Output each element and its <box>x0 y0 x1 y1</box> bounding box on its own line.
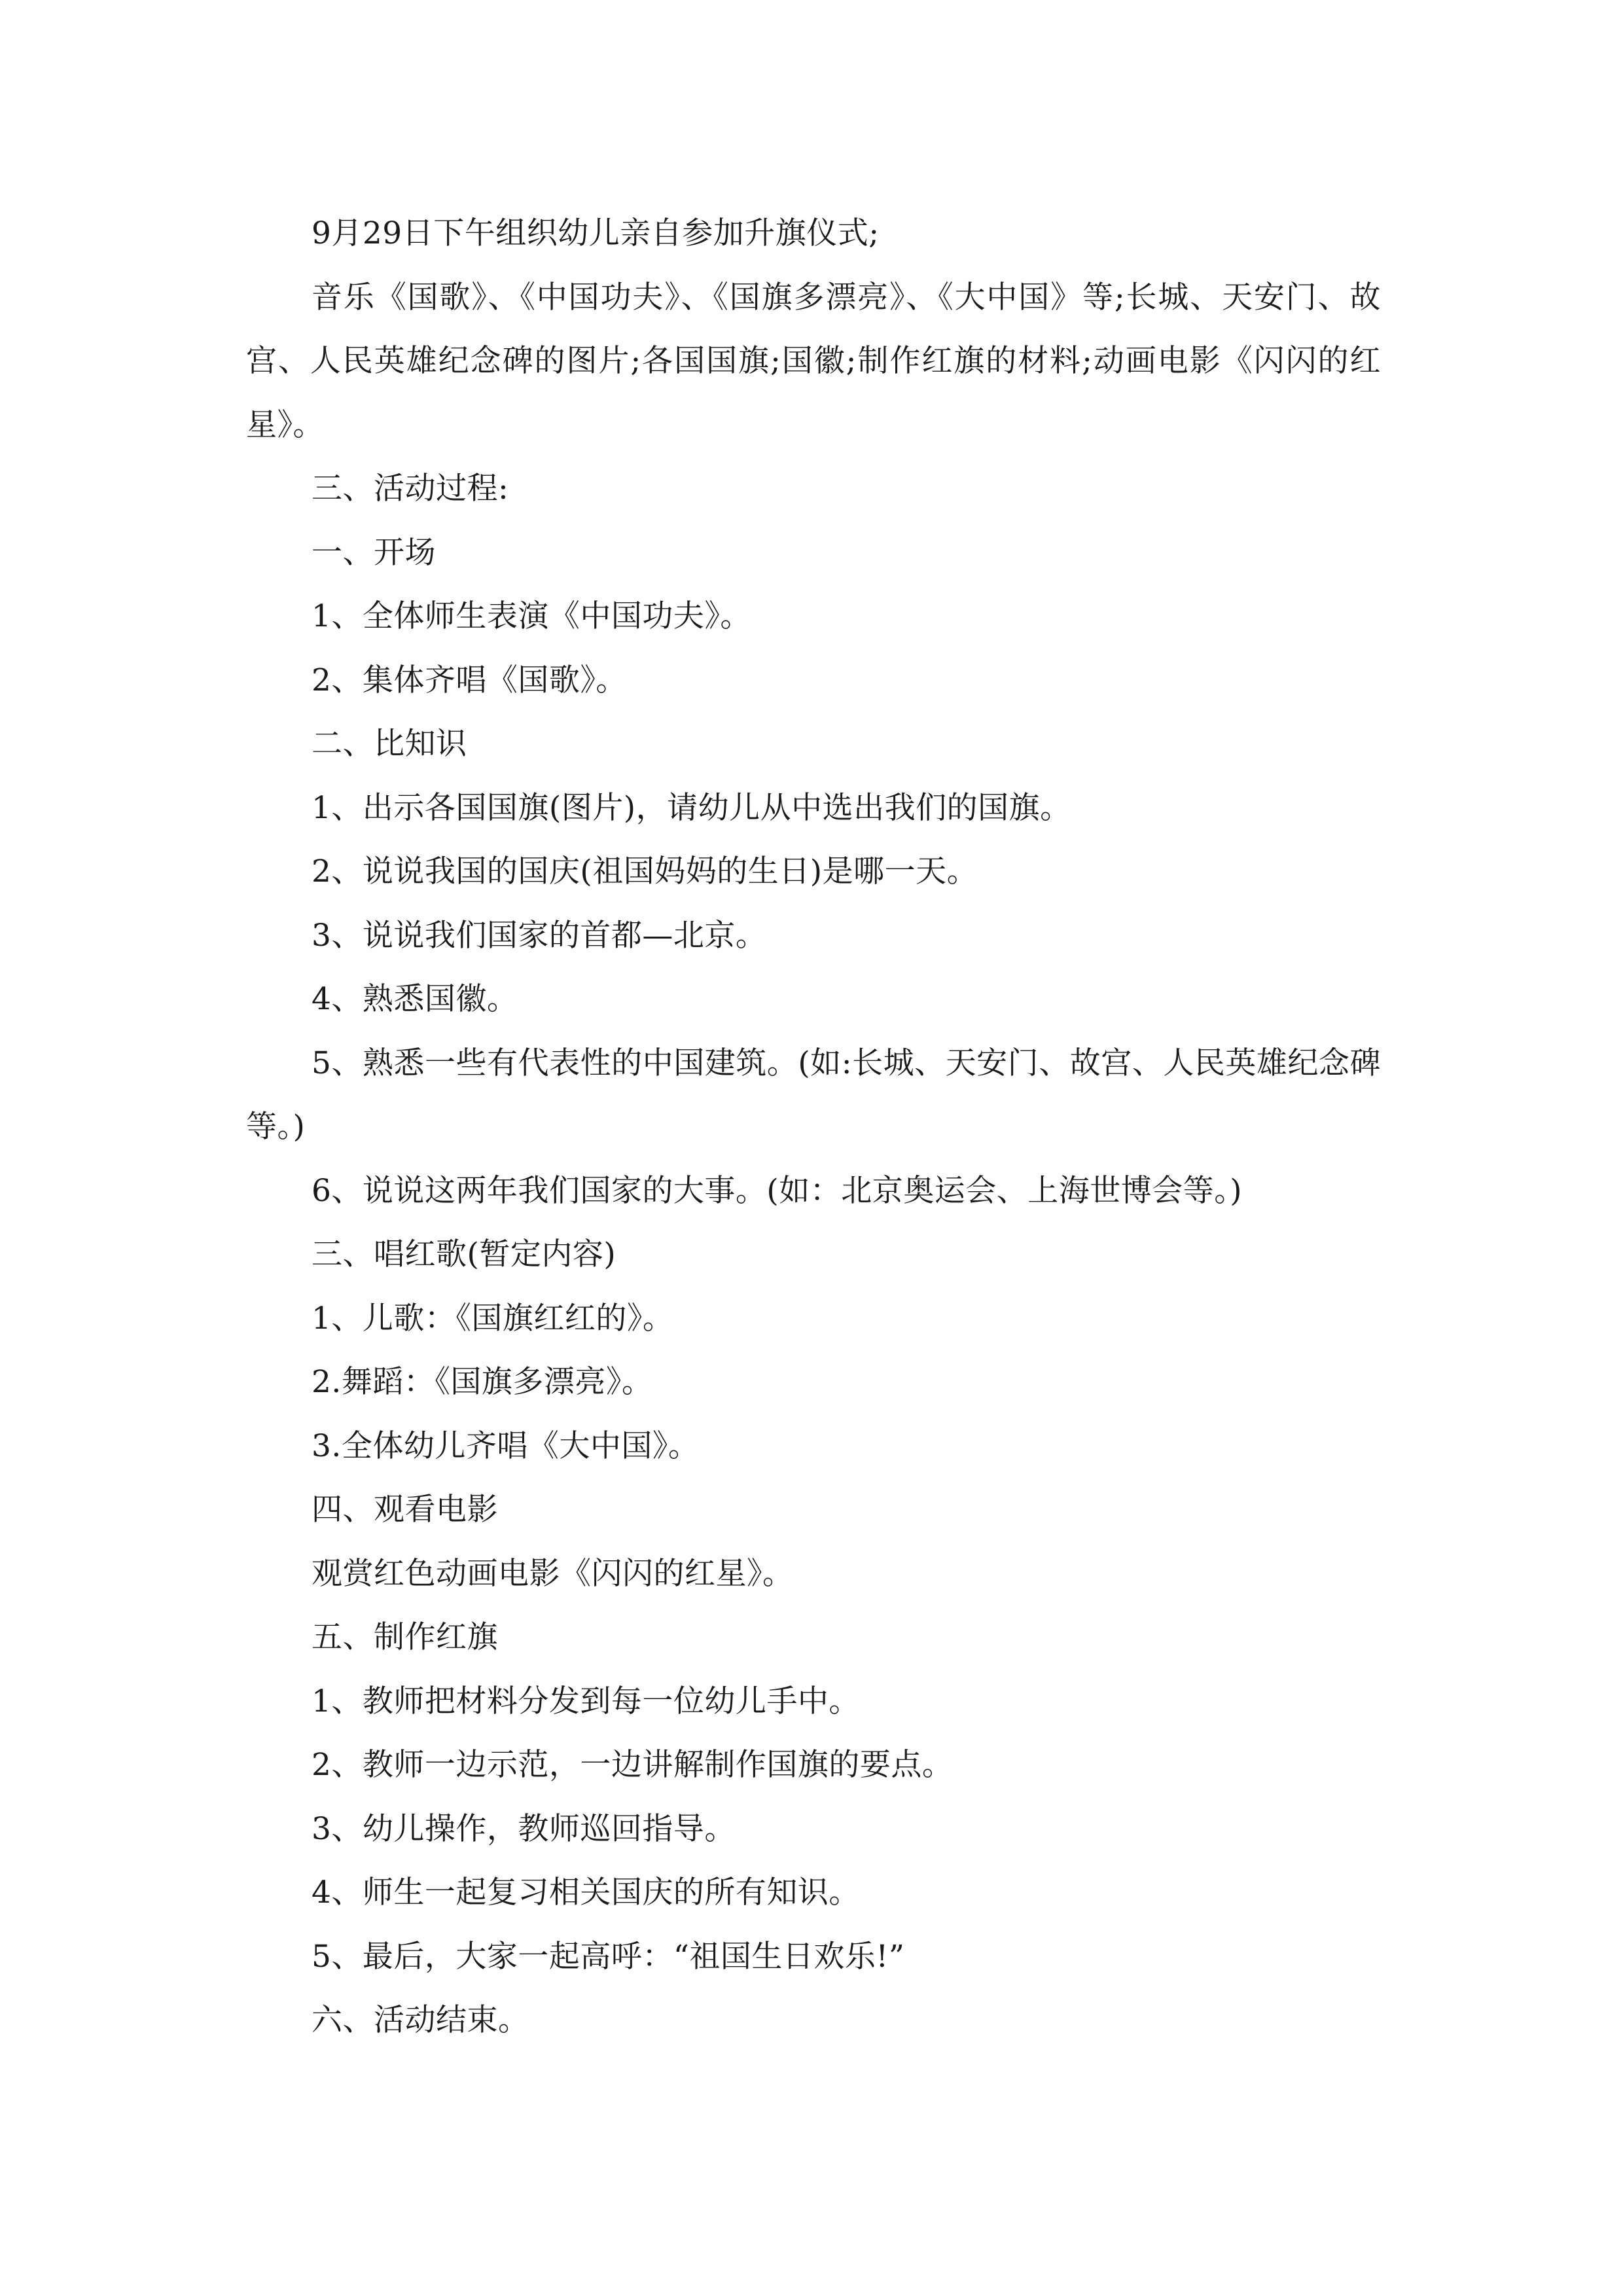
list-item: 1、儿歌：《国旗红红的》。 <box>312 1300 674 1336</box>
list-item: 2、集体齐唱《国歌》。 <box>312 662 627 698</box>
list-item: 2、说说我国的国庆(祖国妈妈的生日)是哪一天。 <box>312 853 978 889</box>
heading-knowledge: 二、比知识 <box>312 726 467 762</box>
list-item: 2、教师一边示范，一边讲解制作国旗的要点。 <box>312 1747 954 1783</box>
list-item: 4、熟悉国徽。 <box>312 981 518 1017</box>
list-item: 3、说说我们国家的首都—北京。 <box>312 917 767 954</box>
heading-opening: 一、开场 <box>312 534 436 571</box>
list-item: 5、最后，大家一起高呼：“祖国生日欢乐!” <box>312 1938 905 1975</box>
list-item: 观赏红色动画电影《闪闪的红星》。 <box>312 1555 794 1592</box>
list-item: 6、说说这两年我们国家的大事。(如：北京奥运会、上海世博会等。) <box>312 1172 1243 1209</box>
list-item: 1、全体师生表演《中国功夫》。 <box>312 598 751 634</box>
heading-activity-process: 三、活动过程: <box>312 471 509 507</box>
list-item: 4、师生一起复习相关国庆的所有知识。 <box>312 1874 860 1910</box>
list-item: 1、教师把材料分发到每一位幼儿手中。 <box>312 1683 860 1719</box>
heading-make-flags: 五、制作红旗 <box>312 1619 498 1655</box>
heading-activity-end: 六、活动结束。 <box>312 2002 529 2038</box>
document-body <box>246 202 1381 2053</box>
heading-red-songs: 三、唱红歌(暂定内容) <box>312 1236 616 1272</box>
list-item: 3、幼儿操作，教师巡回指导。 <box>312 1810 736 1847</box>
paragraph-materials: 音乐《国歌》、《中国功夫》、《国旗多漂亮》、《大中国》等;长城、天安门、故宫、人民英雄纪念碑的图片;各国国旗;国徽;制作红旗的材料;动画电影《闪闪的红星》。 <box>246 279 1381 443</box>
heading-watch-movie: 四、观看电影 <box>312 1492 498 1528</box>
list-item: 3.全体幼儿齐唱《大中国》。 <box>312 1427 700 1464</box>
paragraph-flag-ceremony: 9月29日下午组织幼儿亲自参加升旗仪式; <box>312 215 880 251</box>
list-item: 2.舞蹈：《国旗多漂亮》。 <box>312 1364 653 1400</box>
list-item: 5、熟悉一些有代表性的中国建筑。(如:长城、天安门、故宫、人民英雄纪念碑等。) <box>246 1045 1381 1145</box>
list-item: 1、出示各国国旗(图片)，请幼儿从中选出我们的国旗。 <box>312 789 1071 826</box>
